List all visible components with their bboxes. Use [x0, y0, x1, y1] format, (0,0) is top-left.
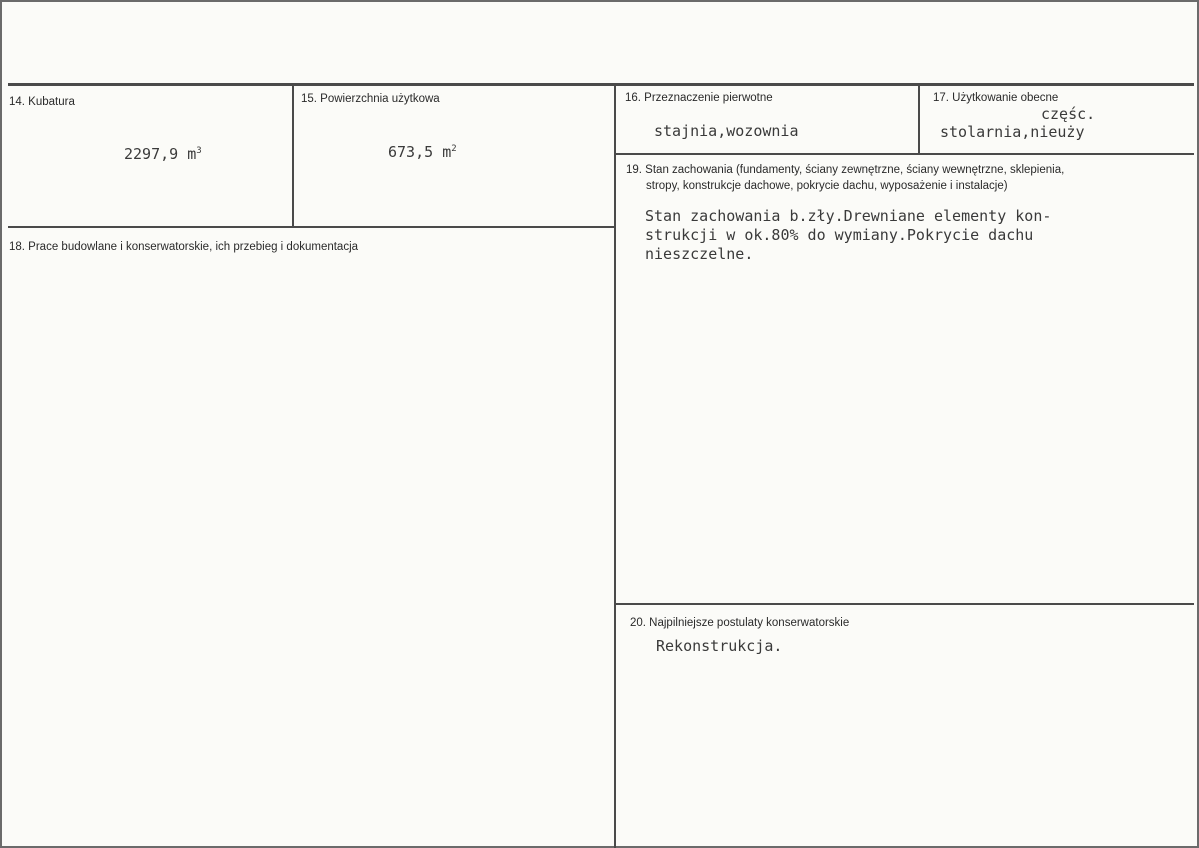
field-14-value [124, 142, 202, 164]
field-17-value-line1: częśc. [1041, 105, 1096, 123]
field-14-unit: m [187, 145, 197, 163]
divider-14-15 [292, 85, 294, 228]
field-15-value [388, 140, 457, 162]
field-19-text-line1: Stan zachowania b.zły.Drewniane elementy kon- [645, 207, 1052, 225]
divider-16-17 [918, 83, 920, 154]
field-20-value: Rekonstrukcja. [656, 637, 783, 655]
field-20-label: 20. Najpilniejsze postulaty konserwatorskie [630, 617, 850, 629]
center-divider [614, 83, 616, 848]
field-17-label: 17. Użytkowanie obecne [933, 92, 1059, 104]
field-14-unit-sup: 3 [196, 146, 202, 156]
field-15-label: 15. Powierzchnia użytkowa [301, 93, 440, 105]
field-15-unit: m [442, 143, 452, 161]
field-19-label-line1: 19. Stan zachowania (fundamenty, ściany zewnętrzne, ściany wewnętrzne, sklepienia, [626, 164, 1065, 176]
field-17-value-line2: stolarnia,nieuży [940, 123, 1085, 141]
field-19-label-line2: stropy, konstrukcje dachowe, pokrycie dachu, wyposażenie i instalacje) [646, 180, 1008, 192]
rule-above-20 [616, 603, 1194, 605]
top-rule [8, 83, 1194, 86]
field-14-number: 2297,9 [124, 145, 179, 163]
field-16-label: 16. Przeznaczenie pierwotne [625, 92, 773, 104]
field-16-value: stajnia,wozownia [654, 122, 799, 140]
rule-under-14-15 [8, 226, 616, 228]
field-19-text-line2: strukcji w ok.80% do wymiany.Pokrycie dachu [645, 226, 1034, 244]
field-14-label: 14. Kubatura [9, 96, 75, 108]
field-19-text-line3: nieszczelne. [645, 245, 754, 263]
field-18-label: 18. Prace budowlane i konserwatorskie, ich przebieg i dokumentacja [9, 241, 359, 253]
rule-under-16-17 [616, 153, 1194, 155]
field-15-number: 673,5 [388, 143, 434, 161]
field-15-unit-sup: 2 [451, 144, 457, 154]
